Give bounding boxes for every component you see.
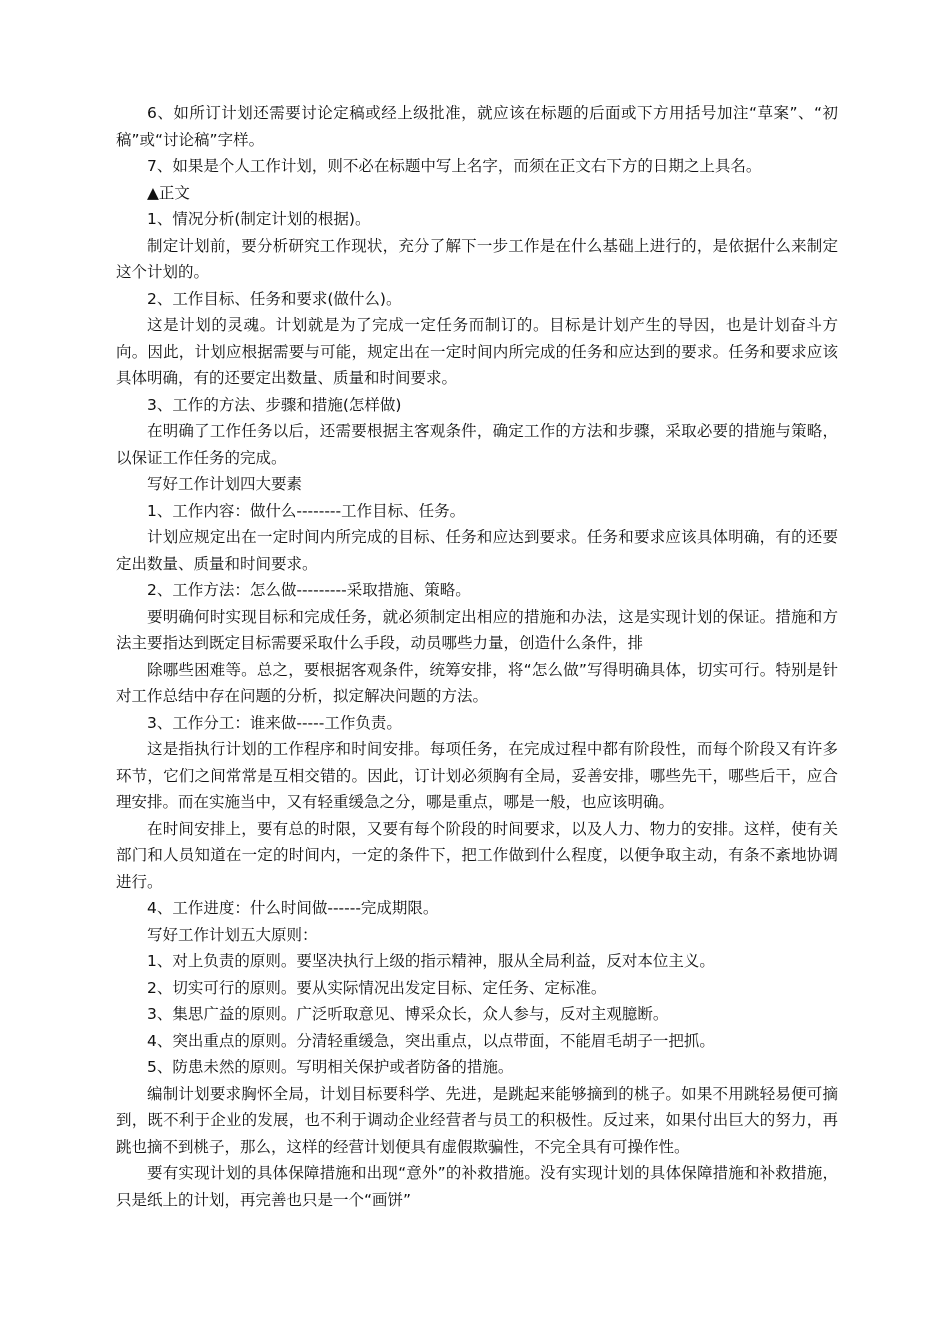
paragraph: 要有实现计划的具体保障措施和出现“意外”的补救措施。没有实现计划的具体保障措施和补救措施，只是纸上的计划，再完善也只是一个“画饼” [116, 1164, 838, 1209]
paragraph: 5、防患未然的原则。写明相关保护或者防备的措施。 [147, 1058, 514, 1076]
section-heading: 写好工作计划四大要素 [147, 475, 303, 493]
paragraph: 3、集思广益的原则。广泛听取意见、博采众长，众人参与，反对主观臆断。 [147, 1005, 669, 1023]
paragraph: 4、突出重点的原则。分清轻重缓急，突出重点，以点带面，不能眉毛胡子一把抓。 [147, 1031, 715, 1050]
paragraph: 2、切实可行的原则。要从实际情况出发定目标、定任务、定标准。 [147, 978, 607, 997]
paragraph: 在明确了工作任务以后，还需要根据主客观条件，确定工作的方法和步骤，采取必要的措施与策略，以保证工作任务的完成。 [116, 422, 838, 467]
paragraph: 3、工作分工：谁来做-----工作负责。 [147, 713, 402, 732]
paragraph: 1、对上负责的原则。要坚决执行上级的指示精神，服从全局利益，反对本位主义。 [147, 952, 715, 970]
paragraph: 2、工作目标、任务和要求(做什么)。 [147, 289, 402, 308]
paragraph: 这是计划的灵魂。计划就是为了完成一定任务而制订的。目标是计划产生的导因，也是计划奋斗方向。因此，计划应根据需要与可能，规定出在一定时间内所完成的任务和应达到的要求。任务和要求应该具体明确，有的还要定出数量、质量和时间要求。 [116, 316, 838, 387]
paragraph: 计划应规定出在一定时间内所完成的目标、任务和应达到要求。任务和要求应该具体明确，有的还要定出数量、质量和时间要求。 [116, 528, 838, 573]
paragraph: 3、工作的方法、步骤和措施(怎样做) [147, 395, 402, 414]
paragraph: 制定计划前，要分析研究工作现状，充分了解下一步工作是在什么基础上进行的，是依据什么来制定这个计划的。 [116, 236, 838, 281]
paragraph: 6、如所订计划还需要讨论定稿或经上级批准，就应该在标题的后面或下方用括号加注“草案”、“初稿”或“讨论稿”字样。 [116, 104, 838, 149]
paragraph: 要明确何时实现目标和完成任务，就必须制定出相应的措施和办法，这是实现计划的保证。措施和方法主要指达到既定目标需要采取什么手段，动员哪些力量，创造什么条件，排 [116, 607, 838, 652]
paragraph: 编制计划要求胸怀全局，计划目标要科学、先进，是跳起来能够摘到的桃子。如果不用跳轻易便可摘到，既不利于企业的发展，也不利于调动企业经营者与员工的积极性。反过来，如果付出巨大的努力，再跳也摘不到桃子，那么，这样的经营计划便具有虚假欺骗性，不完全具有可操作性。 [116, 1084, 838, 1156]
section-heading: ▲正文 [147, 183, 190, 202]
paragraph: 4、工作进度：什么时间做------完成期限。 [147, 899, 439, 917]
paragraph: 1、工作内容：做什么--------工作目标、任务。 [147, 501, 466, 520]
paragraph: 1、情况分析(制定计划的根据)。 [147, 210, 371, 228]
paragraph: 在时间安排上，要有总的时限，又要有每个阶段的时间要求，以及人力、物力的安排。这样，使有关部门和人员知道在一定的时间内，一定的条件下，把工作做到什么程度，以便争取主动，有条不紊地协调进行。 [116, 819, 838, 891]
paragraph: 除哪些困难等。总之，要根据客观条件，统筹安排，将“怎么做”写得明确具体，切实可行。特别是针对工作总结中存在问题的分析，拟定解决问题的方法。 [116, 660, 838, 705]
section-heading: 写好工作计划五大原则： [147, 925, 318, 944]
paragraph: 这是指执行计划的工作程序和时间安排。每项任务，在完成过程中都有阶段性，而每个阶段又有许多环节，它们之间常常是互相交错的。因此，订计划必须胸有全局，妥善安排，哪些先干，哪些后干，应合理安排。而在实施当中，又有轻重缓急之分，哪是重点，哪是一般，也应该明确。 [116, 740, 838, 811]
paragraph: 7、如果是个人工作计划，则不必在标题中写上名字，而须在正文右下方的日期之上具名。 [147, 157, 762, 175]
paragraph: 2、工作方法：怎么做---------采取措施、策略。 [147, 581, 471, 599]
document-body [116, 100, 838, 1213]
